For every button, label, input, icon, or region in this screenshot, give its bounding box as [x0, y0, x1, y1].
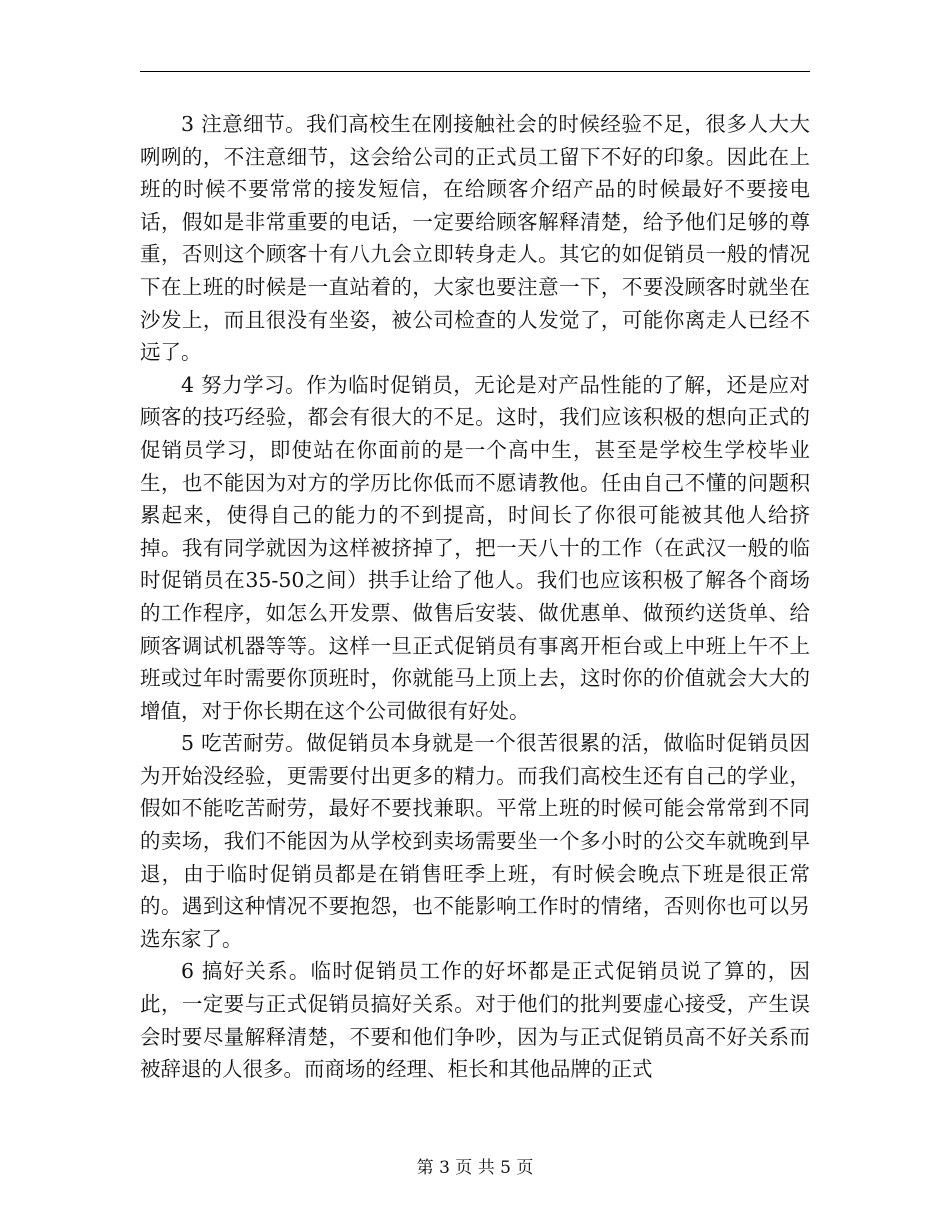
paragraph-study-hard: 4 努力学习。作为临时促销员，无论是对产品性能的了解，还是应对顾客的技巧经验，都会有很大的不足。这时，我们应该积极的想向正式的促销员学习，即使站在你面前的是一个高中生，甚至是学校生学校毕业生，也不能因为对方的学历比你低而不愿请教他。任由自己不懂的问题积累起来，使得自己的能力的不到提高，时间长了你很可能被其他人给挤掉。我有同学就因为这样被挤掉了，把一天八十的工作（在武汉一般的临时促销员在35-50之间）拱手让给了他人。我们也应该积极了解各个商场的工作程序，如怎么开发票、做售后安装、做优惠单、做预约送货单、给顾客调试机器等等。这样一旦正式促销员有事离开柜台或上中班上午不上班或过年时需要你顶班时，你就能马上顶上去，这时你的价值就会大大的增值，对于你长期在这个公司做很有好处。 [140, 372, 810, 723]
page-number-footer: 第 3 页 共 5 页 [416, 1158, 534, 1178]
header-rule [140, 71, 810, 72]
document-body [140, 108, 810, 1086]
paragraph-endure-hardship: 5 吃苦耐劳。做促销员本身就是一个很苦很累的活，做临时促销员因为开始没经验，更需要付出更多的精力。而我们高校生还有自己的学业，假如不能吃苦耐劳，最好不要找兼职。平常上班的时候可能会常常到不同的卖场，我们不能因为从学校到卖场需要坐一个多小时的公交车就晚到早退，由于临时促销员都是在销售旺季上班，有时候会晚点下班是很正常的。遇到这种情况不要抱怨，也不能影响工作时的情绪，否则你也可以另选东家了。 [140, 731, 810, 951]
paragraph-good-relations: 6 搞好关系。临时促销员工作的好坏都是正式促销员说了算的，因此，一定要与正式促销员搞好关系。对于他们的批判要虚心接受，产生误会时要尽量解释清楚，不要和他们争吵，因为与正式促销员高不好关系而被辞退的人很多。而商场的经理、柜长和其他品牌的正式 [140, 959, 810, 1082]
paragraph-attention-to-detail: 3 注意细节。我们高校生在刚接触社会的时候经验不足，很多人大大咧咧的，不注意细节，这会给公司的正式员工留下不好的印象。因此在上班的时候不要常常的接发短信，在给顾客介绍产品的时候最好不要接电话，假如是非常重要的电话，一定要给顾客解释清楚，给予他们足够的尊重，否则这个顾客十有八九会立即转身走人。其它的如促销员一般的情况下在上班的时候是一直站着的，大家也要注意一下，不要没顾客时就坐在沙发上，而且很没有坐姿，被公司检查的人发觉了，可能你离走人已经不远了。 [140, 112, 810, 365]
